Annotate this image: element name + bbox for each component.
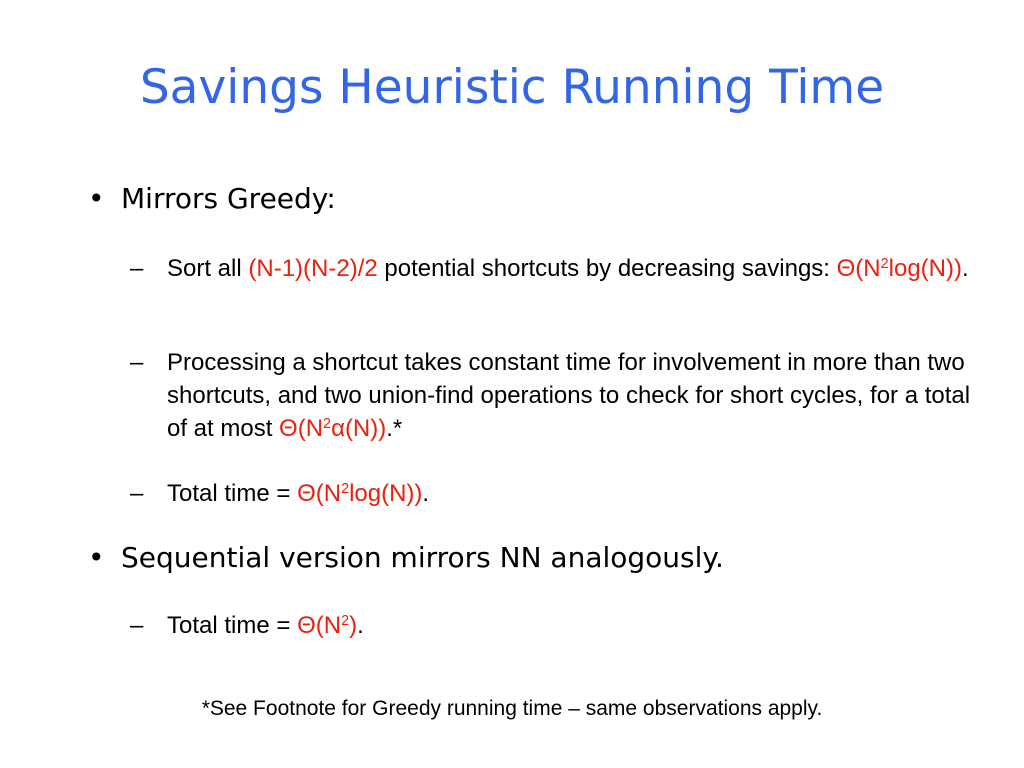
formula-part: Θ(N bbox=[297, 612, 342, 639]
sub-bullet-text bbox=[167, 252, 987, 285]
formula-exponent: 2 bbox=[341, 481, 350, 498]
formula-sequential-time bbox=[297, 612, 357, 639]
formula-part: log(N)) bbox=[349, 480, 423, 507]
formula-processing-time bbox=[279, 415, 386, 442]
formula-exponent: 2 bbox=[341, 613, 350, 630]
formula-part: Θ(N bbox=[297, 480, 342, 507]
text-segment: .* bbox=[386, 415, 403, 442]
formula-sort-time bbox=[837, 255, 962, 282]
formula-total-time bbox=[297, 480, 422, 507]
slide-title: Savings Heuristic Running Time bbox=[139, 60, 885, 115]
dash-icon: – bbox=[130, 612, 144, 639]
sub-bullet-text bbox=[167, 477, 987, 510]
footnote: *See Footnote for Greedy running time – same observations apply. bbox=[201, 697, 823, 720]
bullet-icon: • bbox=[88, 182, 105, 215]
bullet-text: Mirrors Greedy: bbox=[121, 182, 336, 215]
text-segment: Total time = bbox=[167, 612, 298, 639]
text-segment: . bbox=[422, 480, 430, 507]
sub-bullet-text bbox=[167, 609, 987, 642]
formula-part: α(N)) bbox=[331, 415, 387, 442]
text-segment: potential shortcuts by decreasing savings: bbox=[377, 255, 837, 282]
formula-exponent: 2 bbox=[880, 256, 889, 273]
text-segment: Total time = bbox=[167, 480, 298, 507]
formula-pairs: (N-1)(N-2)/2 bbox=[248, 255, 378, 282]
text-segment: . bbox=[357, 612, 364, 639]
bullet-icon: • bbox=[88, 541, 105, 574]
text-segment: Sort all bbox=[167, 255, 249, 282]
dash-icon: – bbox=[130, 480, 144, 507]
text-segment: . bbox=[961, 255, 969, 282]
formula-part: ) bbox=[349, 612, 358, 639]
formula-part: Θ(N bbox=[836, 255, 881, 282]
formula-exponent: 2 bbox=[323, 416, 332, 433]
formula-part: log(N)) bbox=[888, 255, 962, 282]
formula-part: Θ(N bbox=[279, 415, 324, 442]
text-segment: Processing a shortcut takes constant time for involvement in more than two shortcuts, and two union-find operations to check for short cycles, for a total of at most bbox=[167, 349, 971, 442]
dash-icon: – bbox=[130, 255, 144, 282]
dash-icon: – bbox=[130, 349, 144, 376]
sub-bullet-text bbox=[167, 346, 987, 445]
bullet-text: Sequential version mirrors NN analogously. bbox=[121, 541, 724, 574]
